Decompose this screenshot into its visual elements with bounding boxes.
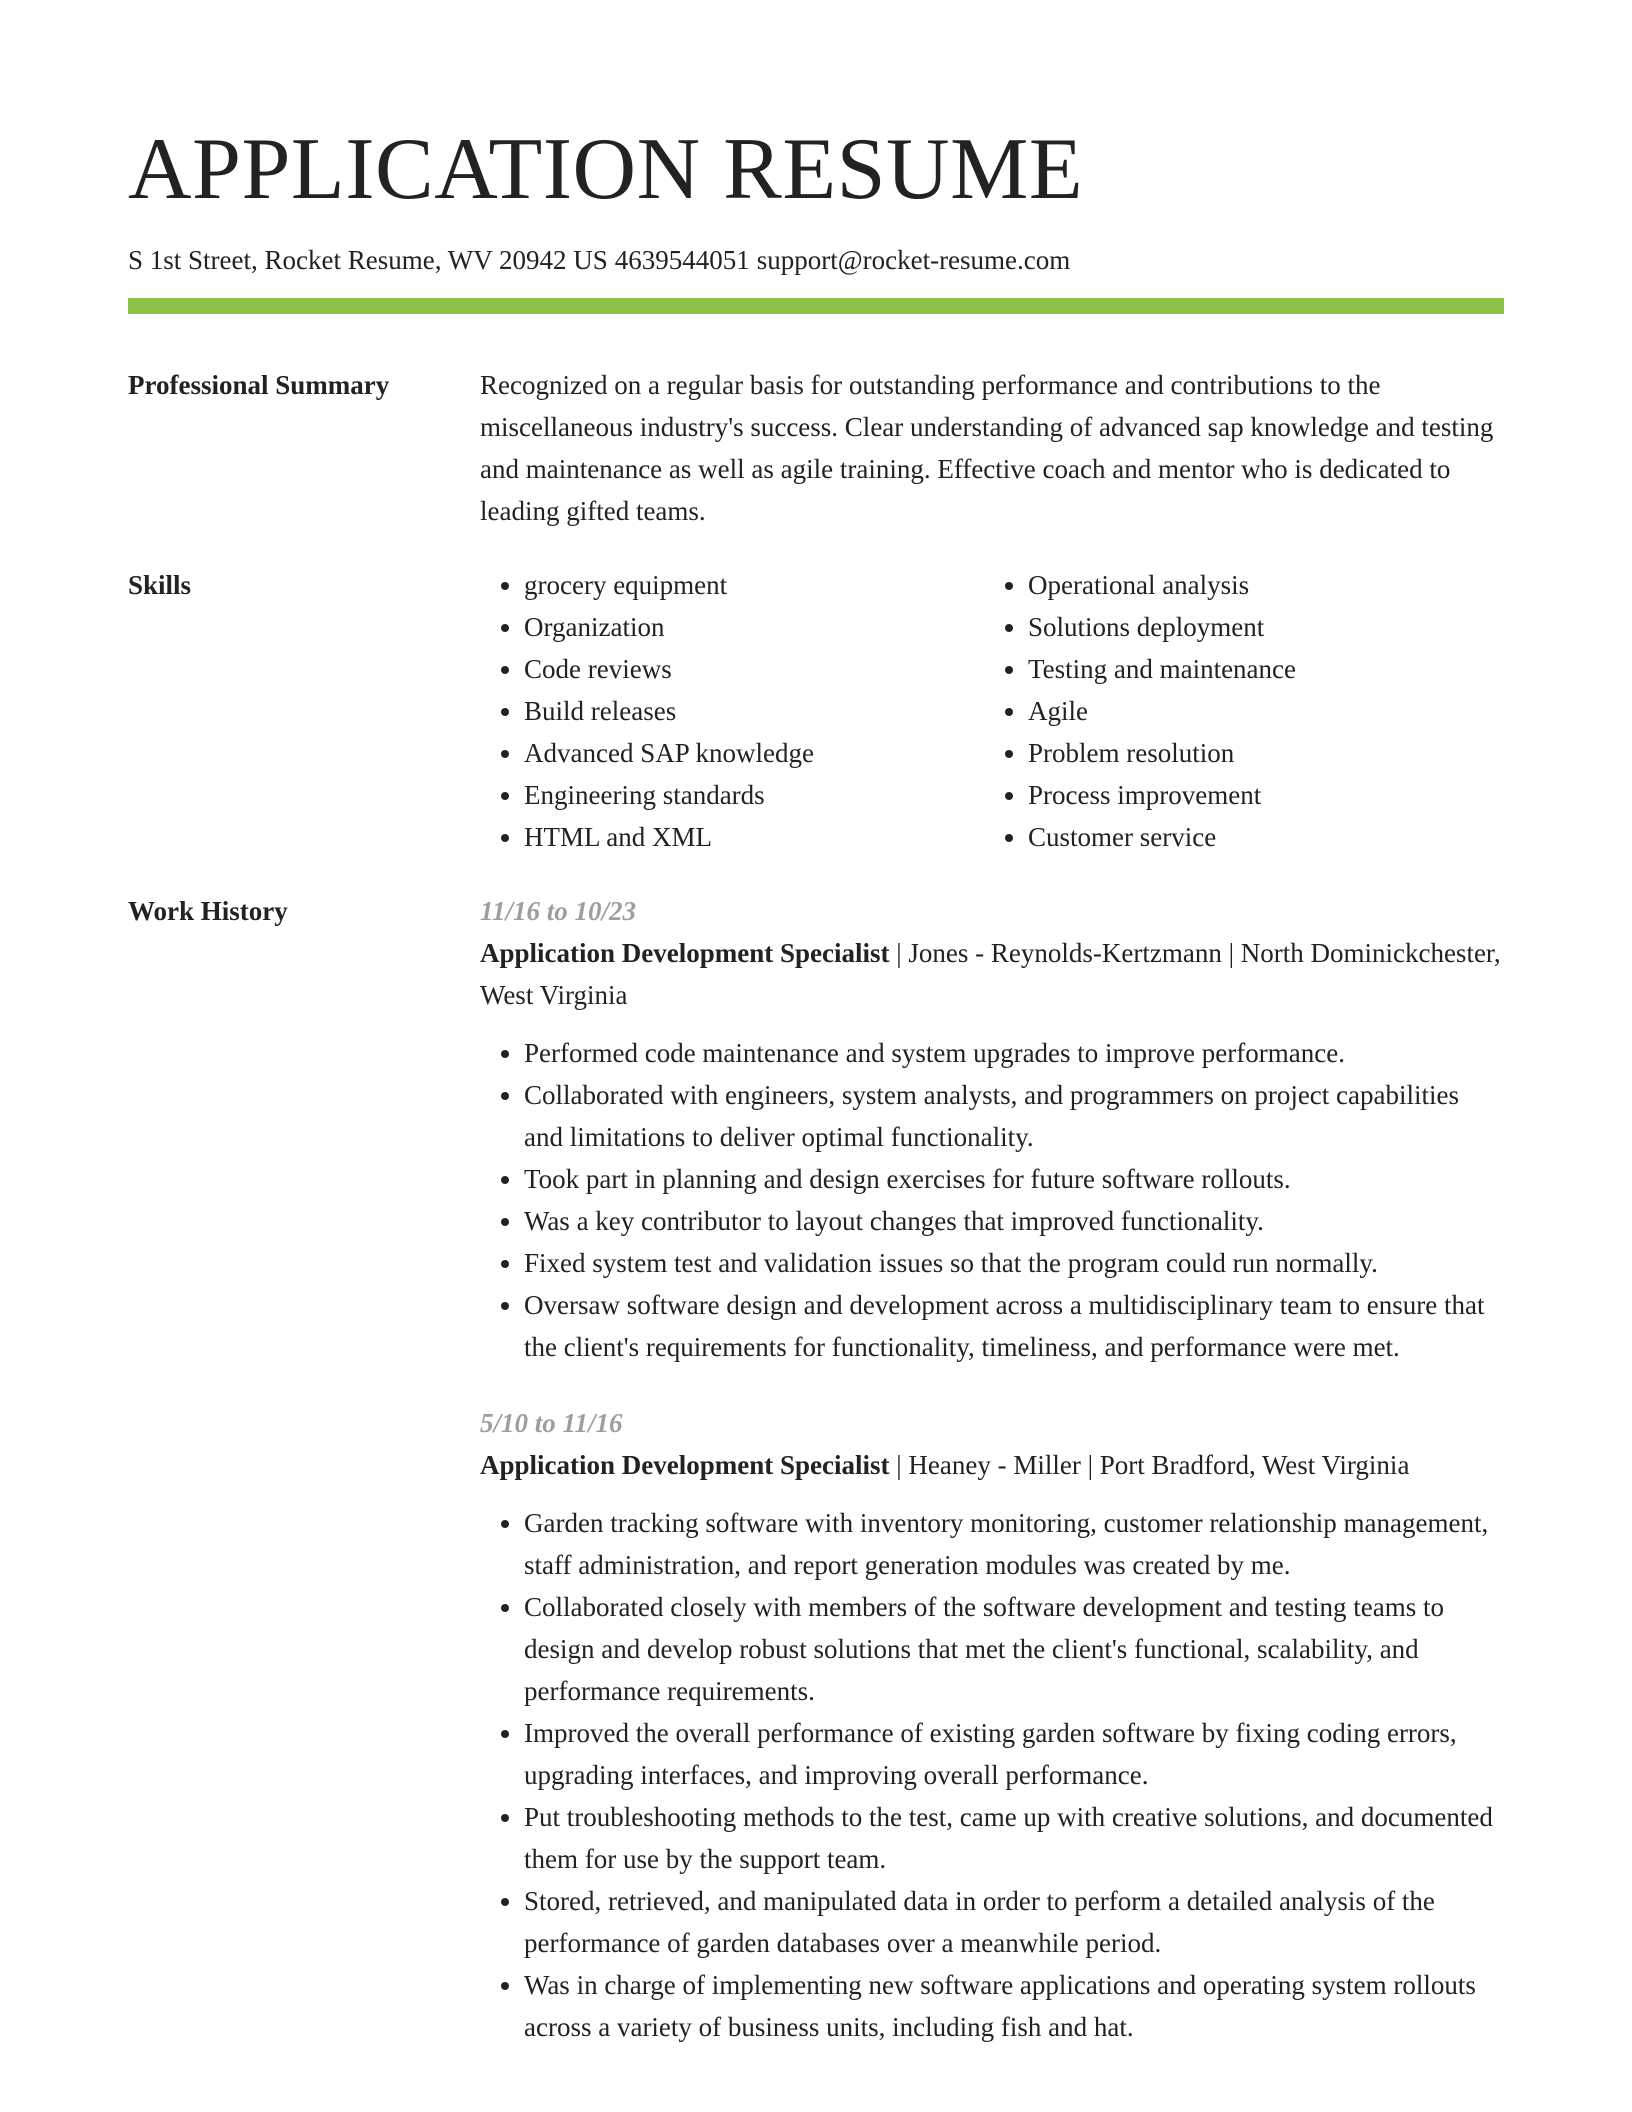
- job-header: [480, 932, 1504, 1016]
- job-bullets: [480, 1032, 1504, 1368]
- skill-item: • HTML and XML: [524, 816, 984, 858]
- skill-item: • Organization: [524, 606, 984, 648]
- job-bullet: • Garden tracking software with inventory monitoring, customer relationship management, staff administration, and report generation modules was created by me.: [524, 1502, 1504, 1586]
- header-divider: [128, 298, 1504, 314]
- job-bullet: • Performed code maintenance and system upgrades to improve performance.: [524, 1032, 1504, 1074]
- job-bullet: • Collaborated with engineers, system analysts, and programmers on project capabilities and limitations to deliver optimal functionality.: [524, 1074, 1504, 1158]
- work-history-section: [128, 890, 1504, 2048]
- skill-item: • Customer service: [1028, 816, 1488, 858]
- section-heading-skills: Skills: [128, 570, 192, 600]
- job-bullet: • Oversaw software design and development across a multidisciplinary team to ensure that the client's requirements for functionality, timeliness, and performance were met.: [524, 1284, 1504, 1368]
- job-bullet: • Improved the overall performance of existing garden software by fixing coding errors, upgrading interfaces, and improving overall performance.: [524, 1712, 1504, 1796]
- job-bullet: • Collaborated closely with members of the software development and testing teams to design and develop robust solutions that met the client's functional, scalability, and performance requirements.: [524, 1586, 1504, 1712]
- skill-item: • Code reviews: [524, 648, 984, 690]
- job-bullets: [480, 1502, 1504, 2048]
- skill-item: • Build releases: [524, 690, 984, 732]
- skills-section: [128, 564, 1504, 858]
- section-heading-summary: Professional Summary: [128, 370, 390, 400]
- job-bullet: • Was a key contributor to layout changes that improved functionality.: [524, 1200, 1504, 1242]
- skills-grid: [480, 564, 1504, 858]
- skill-item: • Operational analysis: [1028, 564, 1488, 606]
- job-entry: [480, 890, 1504, 1368]
- job-title: Application Development Specialist: [480, 938, 890, 968]
- skill-item: • Problem resolution: [1028, 732, 1488, 774]
- contact-phone: 4639544051: [614, 245, 750, 275]
- job-bullet: • Took part in planning and design exercises for future software rollouts.: [524, 1158, 1504, 1200]
- summary-body: [480, 364, 1504, 532]
- resume-page: [128, 0, 1504, 2048]
- job-company-location: | Jones - Reynolds-Kertzmann | North Dominickchester, West Virginia: [480, 938, 1501, 1010]
- contact-line: [128, 242, 1504, 278]
- contact-email: support@rocket-resume.com: [756, 245, 1071, 275]
- job-header: [480, 1444, 1504, 1486]
- job-bullet: • Fixed system test and validation issues so that the program could run normally.: [524, 1242, 1504, 1284]
- work-history-body: [480, 890, 1504, 2048]
- job-entry: [480, 1402, 1504, 2048]
- skill-item: • Engineering standards: [524, 774, 984, 816]
- job-bullet: • Stored, retrieved, and manipulated data in order to perform a detailed analysis of the performance of garden databases over a meanwhile period.: [524, 1880, 1504, 1964]
- skill-item: • Process improvement: [1028, 774, 1488, 816]
- skill-item: • Agile: [1028, 690, 1488, 732]
- skills-list-left: [480, 564, 984, 858]
- summary-section: [128, 364, 1504, 532]
- skill-item: • Advanced SAP knowledge: [524, 732, 984, 774]
- skills-list-right: [984, 564, 1488, 858]
- job-dates: 11/16 to 10/23: [480, 896, 637, 926]
- job-company-location: | Heaney - Miller | Port Bradford, West Virginia: [889, 1450, 1410, 1480]
- skill-item: • Testing and maintenance: [1028, 648, 1488, 690]
- resume-title: APPLICATION RESUME: [128, 121, 1084, 218]
- contact-address: S 1st Street, Rocket Resume, WV 20942 US: [128, 245, 608, 275]
- job-bullet: • Was in charge of implementing new software applications and operating system rollouts across a variety of business units, including fish and hat.: [524, 1964, 1504, 2048]
- summary-text: Recognized on a regular basis for outstanding performance and contributions to the miscellaneous industry's success. Clear understanding of advanced sap knowledge and testing and maintenance as well as agile training. Effective coach and mentor who is dedicated to leading gifted teams.: [480, 370, 1494, 526]
- job-dates: 5/10 to 11/16: [480, 1408, 623, 1438]
- skill-item: • Solutions deployment: [1028, 606, 1488, 648]
- section-heading-work-history: Work History: [128, 896, 288, 926]
- skill-item: • grocery equipment: [524, 564, 984, 606]
- job-title: Application Development Specialist: [480, 1450, 890, 1480]
- job-bullet: • Put troubleshooting methods to the test, came up with creative solutions, and documented them for use by the support team.: [524, 1796, 1504, 1880]
